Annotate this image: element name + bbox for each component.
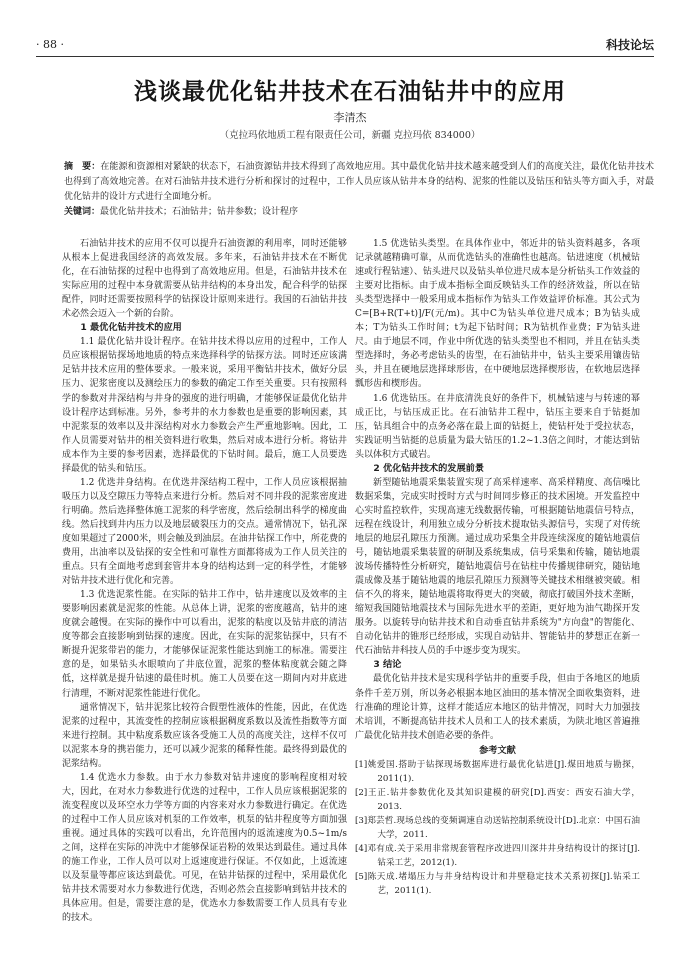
references-title: 参考文献 xyxy=(479,744,516,756)
article-author: 李清杰 xyxy=(333,111,367,124)
body-paragraph: 通常情况下，钻井泥浆比较符合假塑性液体的性能，因此，在优选泥浆的过程中，其流变性的控制应该根据稠度系数以及流性指数等方面来进行控制。其中粘度系数应该各受施工人员的高度关注，这样不仅可以泥浆本身的携岩能力，还可以减少泥浆的稀释性能。最终得到最优的泥浆结构。 xyxy=(62,702,347,769)
column-name: 科技论坛 xyxy=(605,38,654,52)
body-paragraph: 最优化钻井技术是实现科学钻井的重要手段，但由于各地区的地质条件千差万别，所以务必根据本地区油田的基本情况全面收集资料，进行准确的理论计算，这样才能适应本地区的钻井情况，同时大力加强技术培训，不断提高钻井技术人员和工人的技术素质，为陕北地区普遍推广最优化钻井技术创造必要的条件。 xyxy=(355,674,640,741)
keywords-text: 最优化钻井技术；石油钻井；钻井参数；设计程序 xyxy=(100,207,299,217)
reference-item: [4]邓有成.关于采用非常规套管程序改进四川深井井身结构设计的探讨[J].钻采工艺，2012(1). xyxy=(355,843,640,869)
body-paragraph: 1.6 优选钻压。在井底清洗良好的条件下，机械钻速与与转速的幂成正比，与钻压成正比。在石油钻井工程中，钻压主要来自于钻挺加压，钻具组合中的点务必落在最上面的钻挺上，使钻杆处于受拉状态，实践证明当钻挺的总质量为最大钻压的1.2~1.3倍之间时，才能达到钻头以体积方式破岩。 xyxy=(355,393,640,460)
page-header xyxy=(36,36,654,58)
reference-item: [1]姚爱国.搭助于钻探现场数据库进行最优化钻进[J].煤田地质与勘探，2011(1). xyxy=(355,759,640,784)
section-heading: 3 结论 xyxy=(373,659,402,671)
right-column-sections xyxy=(355,237,640,743)
article-affiliation: （克拉玛依地质工程有限责任公司，新疆 克拉玛依 834000） xyxy=(219,130,481,141)
abstract-block xyxy=(64,160,654,220)
body-paragraph: 1.2 优选井身结构。在优选井深结构工程中，工作人员应该根据抽吸压力以及空隙压力等特点来进行分析。然后对不同井段的泥浆密度进行明确。然后选择整体施工泥浆的科学密度，然后绘制出科学的梯度曲线。然后找到井内压力以及地层破裂压力的交点。通常情况下，钻孔深度如果超过了2000米，则会触及到油层。在油井钻探工作中，所花费的费用，出油率以及钻探的安全性和可靠性方面都将成为工作人员关注的重点。只有全面地考虑到套管井本身的结构达到一定的科学性，才能够对钻井技术进行优化和完善。 xyxy=(62,477,347,587)
keywords xyxy=(64,205,654,220)
abstract-label: 摘 要： xyxy=(64,162,101,172)
abstract xyxy=(64,160,654,205)
body-paragraph: 1.1 最优化钻井设计程序。在钻井技术得以应用的过程中，工作人员应该根据钻探场地地质的特点来选择科学的钻探方法。同时还应该满足钻井技术应用的整体要求。一般来说，采用平衡钻井技术，做好分层压力、泥浆密度以及测绘压力的参数的确定工作至关重要。只有按照科学的参数对井深结构与井身的强度的进行明确，才能够保证最优化钻井设计程序达到标准。另外，参考井的水力参数也是重要的影响因素，其中泥浆泵的效率以及井深结构对水力参数会产生严重地影响。因此，工作人员需要对钻井的相关资料进行收集，然后对成本进行分析。将钻井成本作为主要的参考因素，选择最优的下钻时间。最后，施工人员要选择最优的钻头和钻压。 xyxy=(62,337,347,474)
body-column-right xyxy=(355,237,640,898)
body-paragraph: 新型随钻地震采集装置实现了高采样速率、高采样精度、高信噪比数据采集，完成实时授时方式与时间同步修正的技术困境。开发监控中心实时监控软件，实现高速无线数据传输，可根据随钻地震信号特点，远程在线设计，利用独立成分分析技术提取钻头源信号，实现了对传统地层的地层孔隙压力预测。通过成功采集全井段连续深度的随钻地震信号，随钻地震采集装置的研制及系统集成，信号采集和传输，随钻地震波场传播特性分析研究，随钻地震信号在钻柱中传播规律研究，随钻地震成像及基于随钻地震的地层孔隙压力预测等关键技术相继被突破。相信不久的将来，随钻地震将取得更大的突破，彻底打破国外技术垄断，缩短我国随钻地震技术与国际先进水平的差距，更好地为油气勘探开发服务。以旋转导向钻井技术和自动垂直钻井系统为"方向盘"的智能化、自动化钻井的锥形已经形成，实现自动钻井、智能钻井的梦想正在新一代石油钻井科技人员的手中逐步变为现实。 xyxy=(355,477,640,657)
body-column-left xyxy=(62,237,347,925)
reference-item: [5]陈天成.堵塌压力与井身结构设计和井壁稳定技术关系初探[J].钻采工艺，2011(1). xyxy=(355,872,640,897)
body-paragraph: 1.4 优选水力参数。由于水力参数对钻井速度的影响程度相对较大，因此，在对水力参数进行优选的过程中，工作人员应该根据泥浆的流变程度以及环空水力学等方面的内容来对水力参数进行确定。在优选的过程中工作人员应该对机泵的工作效率，机泵的钻井程度等方面加强重视。通过具体的实践可以看出，允许范围内的返流速度为0.5~1m/s之间，这样在实际的冲洗中才能够保证岩粉的效果达到最佳。通过具体的施工作业，工作人员可以对上返速度进行保证。不仅如此，上返流速以及泵量等都应该达到最优。可见，在钻井钻探的过程中，采用最优化钻井技术需要对水力参数进行优选，否则必然会直接影响到钻井技术的具体应用。但是，需要注意的是，优选水力参数需要工作人员具有专业的技术。 xyxy=(62,772,347,924)
page-number: · 88 · xyxy=(36,38,64,51)
abstract-text: 在能源和资源相对紧缺的状态下，石油资源钻井技术得到了高效地应用。其中最优化钻井技术越来越受到人们的高度关注，最优化钻井技术也得到了高效地完善。在对石油钻井技术进行分析和探讨的过程中，工作人员应该从钻井本身的结构、泥浆的性能以及钻压和钻头等方面入手，对最优化钻井的设计方式进行全面地分析。 xyxy=(64,162,654,202)
header-divider xyxy=(36,56,654,57)
reference-item: [2]王正.钻井参数优化及其知识建模的研究[D].西安：西安石油大学，2013. xyxy=(355,787,640,812)
body-paragraph: 石油钻井技术的应用不仅可以提升石油资源的利用率，同时还能够从根本上促进我国经济的高效发展。多年来，石油钻井技术在不断优化，在石油钻探的过程中也得到了高效地应用。但是，石油钻井技术在实际应用的过程中本身就需要从钻井结构的本身出发，配合科学的钻探配件，同时还需要按照科学的钻探设计原则来进行。我国的石油钻井技术必然会迈入一个新的台阶。 xyxy=(62,239,347,320)
body-paragraph: 1.5 优选钻头类型。在具体作业中，邻近井的钻头资料越多，各项记录就越精确可靠，从而优选钻头的准确性也越高。钻进速度（机械钻速或行程钻速）、钻头进尺以及钻头单位进尺成本是分析钻头工作效益的主要对比指标。由于成本指标全面反映钻头工作的经济效益，所以在钻头类型选择中一般采用成本指标作为钻头工作效益评价标准。其公式为C=[B+R(T+t)]/F(元/m)。其中C为钻头单位进尺成本；B为钻头成本；T为钻头工作时间；t为起下钻时间；R为钻机作业费；F为钻头进尺。由于地层不同，作业中所优选的钻头类型也不相同，并且在钻头类型选择时，务必考虑钻头的齿型，在石油钻井中，钻头主要采用镶齿钻头，并且在硬地层选择球形齿，在中硬地层选择楔形齿，在软地层选择瓢形齿和楔形齿。 xyxy=(355,239,640,390)
references-list xyxy=(355,758,640,898)
reference-item: [3]郑芸哲.现场总线的变频调速自动送钻控制系统设计[D].北京：中国石油大学，2011. xyxy=(355,815,640,840)
section-heading: 2 优化钻井技术的发展前景 xyxy=(373,462,485,474)
section-heading: 1 最优化钻井技术的应用 xyxy=(80,322,182,334)
body-paragraph: 1.3 优选泥浆性能。在实际的钻井工作中，钻井速度以及效率的主要影响因素就是泥浆的性能。从总体上讲，泥浆的密度越高，钻井的速度就会越慢。在实际的操作中可以看出，泥浆的粘度以及钻井底的清洁度等都会直接影响到钻探的速度。因此，在实际的泥浆钻探中，只有不断提升泥浆带岩的能力，才能够保证泥浆性能达到施工的标准。需要注意的是，如果钻头水眼喷向了井底位置，泥浆的整体粘度就会随之降低，这样就是提升钻速的最佳时机。施工人员要在这一期间内对井底进行清理，不断对泥浆性能进行优化。 xyxy=(62,590,347,699)
article-title: 浅谈最优化钻井技术在石油钻井中的应用 xyxy=(134,79,566,105)
keywords-label: 关键词： xyxy=(64,207,101,217)
